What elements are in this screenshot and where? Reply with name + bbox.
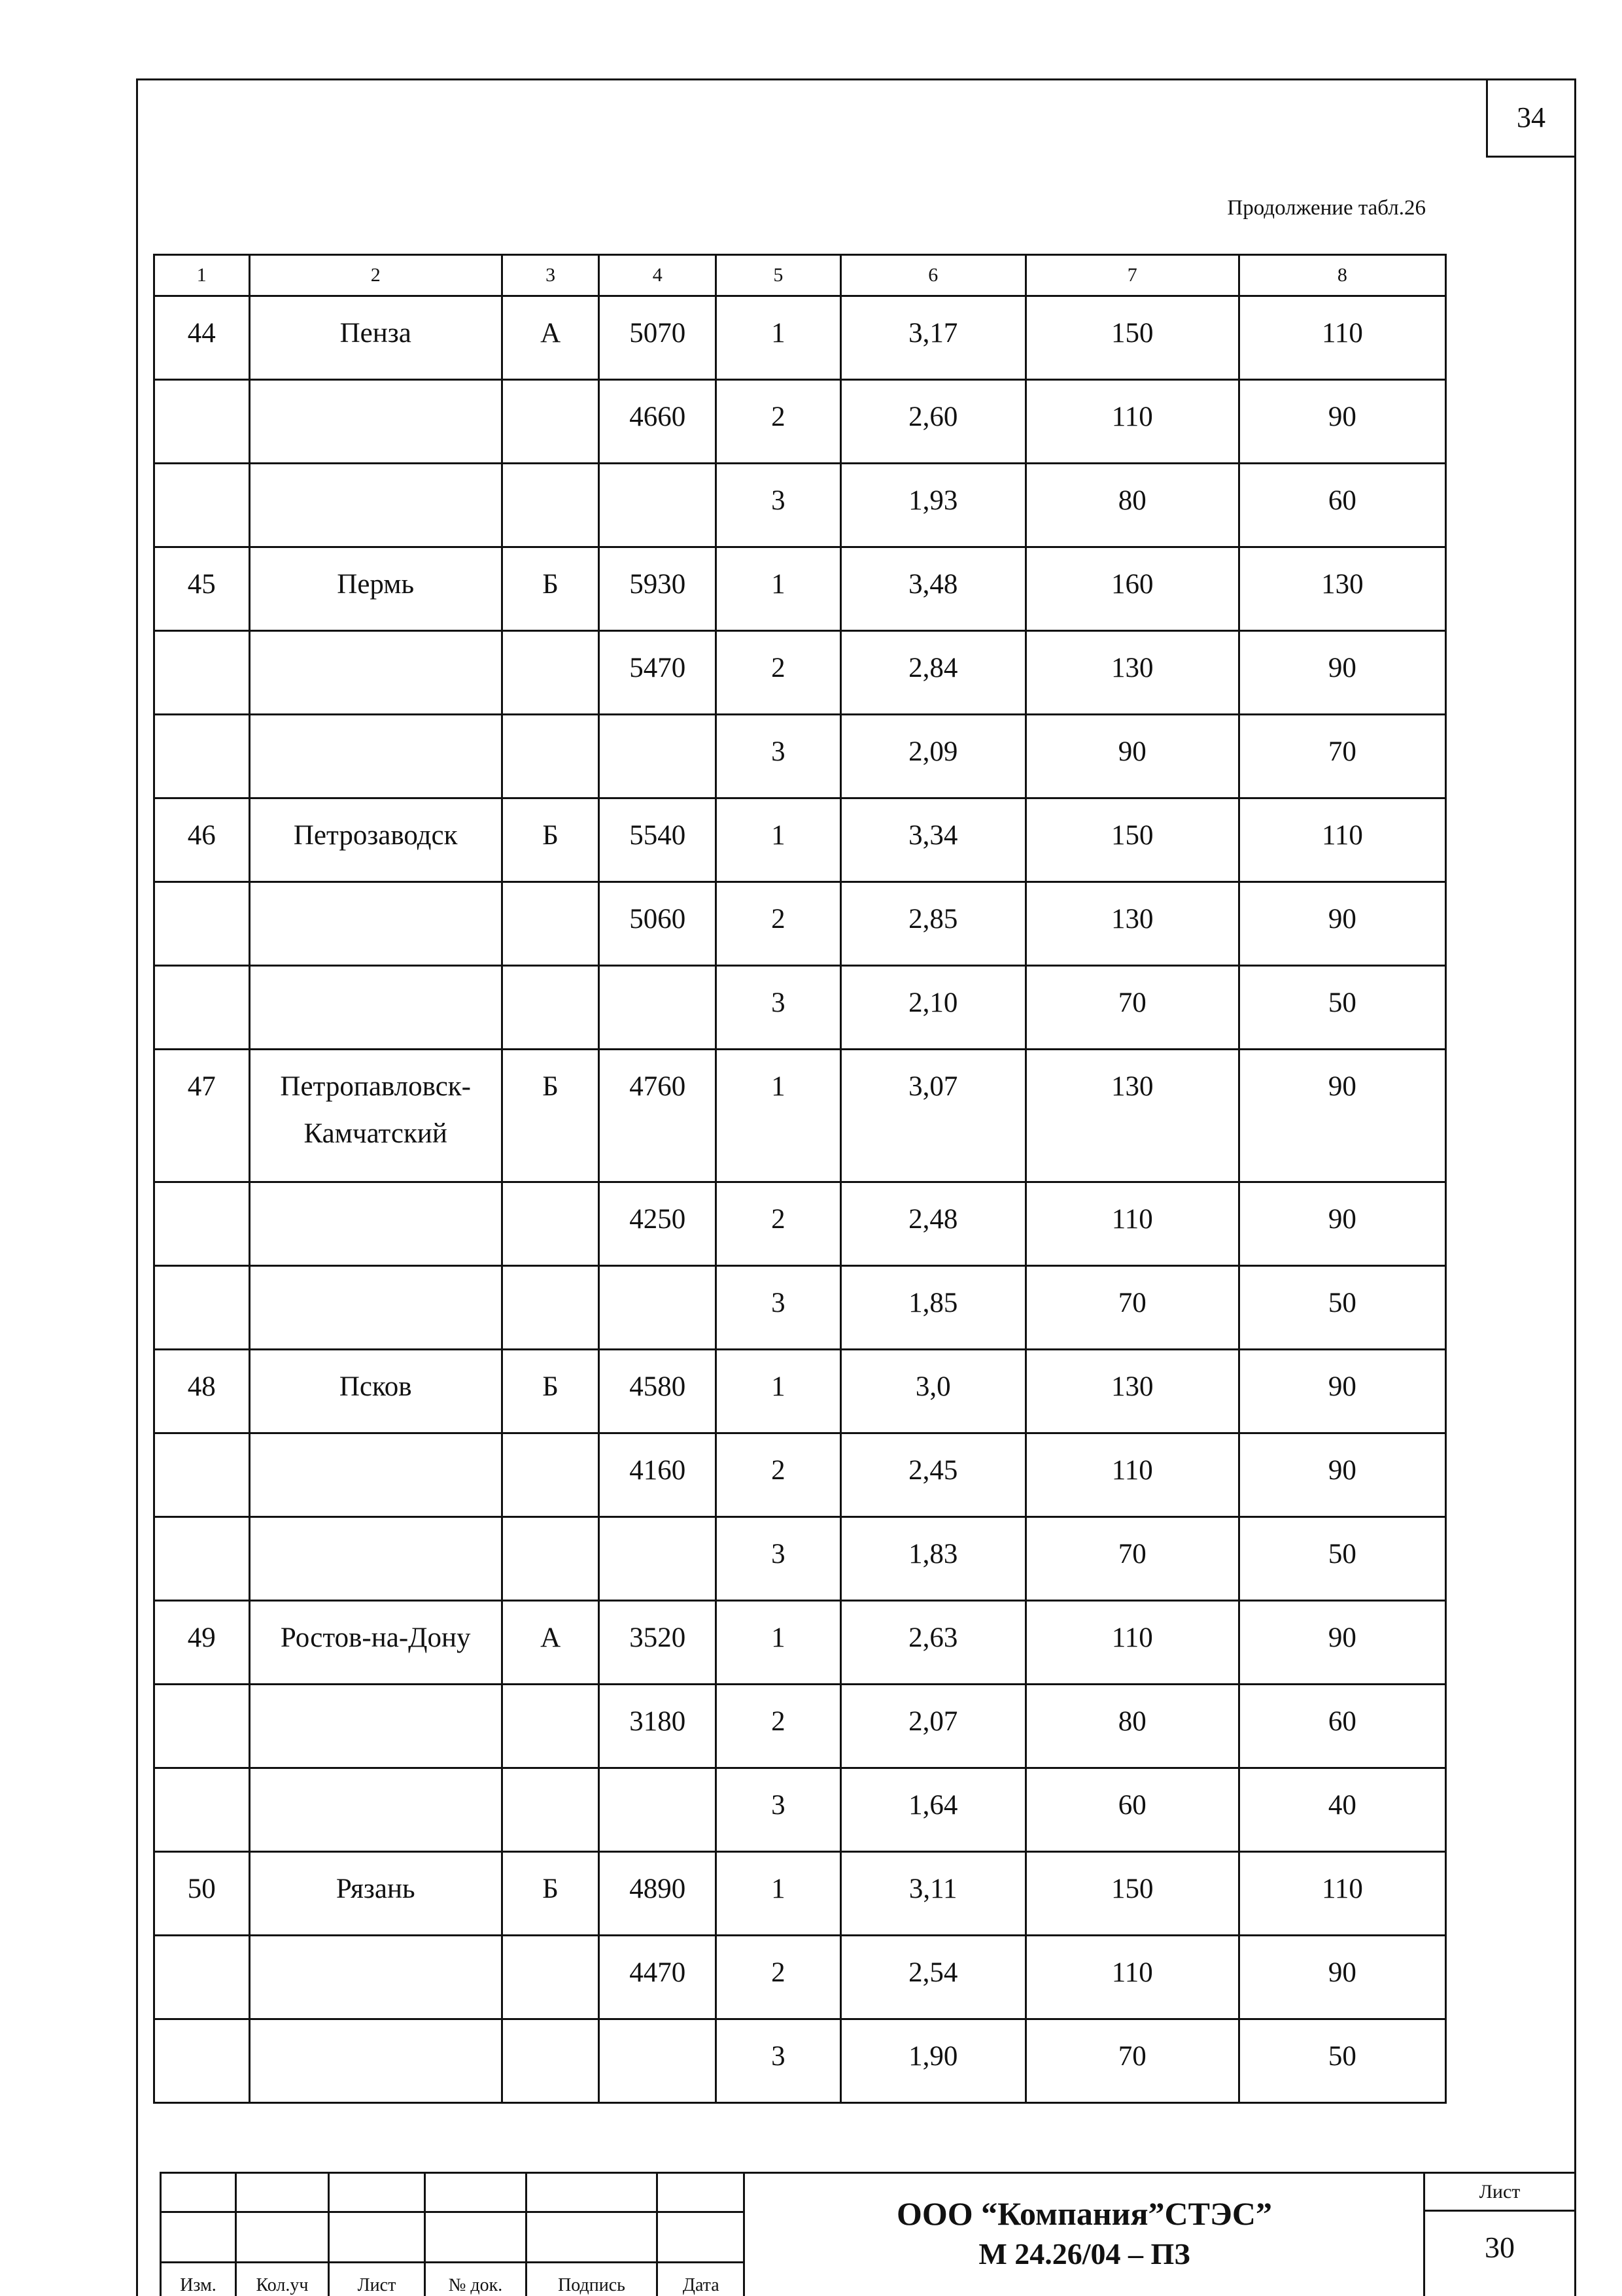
table-cell	[249, 1182, 502, 1266]
table-cell: 160	[1026, 547, 1239, 631]
table-cell: 5930	[599, 547, 716, 631]
table-cell: 3	[716, 715, 841, 798]
table-cell: 4250	[599, 1182, 716, 1266]
table-cell: 48	[154, 1350, 250, 1433]
table-cell: 2,48	[840, 1182, 1026, 1266]
table-cell	[249, 1685, 502, 1768]
table-cell	[502, 966, 599, 1050]
table-cell	[154, 715, 250, 798]
table-cell: 1,90	[840, 2019, 1026, 2103]
table-cell	[249, 1517, 502, 1601]
table-header-row	[154, 255, 1446, 296]
table-cell	[502, 1266, 599, 1350]
table-cell: 5470	[599, 631, 716, 715]
table-cell	[154, 966, 250, 1050]
table-cell: 130	[1026, 1350, 1239, 1433]
table-cell: 2,63	[840, 1601, 1026, 1685]
table-cell: 3,17	[840, 296, 1026, 380]
table-cell: 1,85	[840, 1266, 1026, 1350]
table-cell: 50	[1239, 1266, 1445, 1350]
page-number: 34	[1517, 101, 1545, 134]
table-cell: 3,11	[840, 1852, 1026, 1936]
table-row	[154, 966, 1446, 1050]
table-cell: 4470	[599, 1936, 716, 2019]
table-cell: 5070	[599, 296, 716, 380]
table-cell: 130	[1239, 547, 1445, 631]
table-cell: 70	[1026, 1517, 1239, 1601]
table-cell: 90	[1239, 380, 1445, 464]
table-cell: 3	[716, 1517, 841, 1601]
table-cell: 1	[716, 1852, 841, 1936]
table-cell: 46	[154, 798, 250, 882]
table-cell	[249, 1936, 502, 2019]
col-label-izm: Изм.	[161, 2263, 236, 2296]
column-number-header: 8	[1239, 255, 1445, 296]
table-cell	[502, 1768, 599, 1852]
table-cell: 3	[716, 1768, 841, 1852]
table-cell: 90	[1239, 1350, 1445, 1433]
table-cell: 3	[716, 1266, 841, 1350]
table-cell: 110	[1026, 1936, 1239, 2019]
table-cell: 2	[716, 1936, 841, 2019]
table-cell: 1	[716, 1601, 841, 1685]
table-cell: 3,07	[840, 1050, 1026, 1182]
table-cell	[154, 1517, 250, 1601]
table-row	[154, 798, 1446, 882]
table-cell: 90	[1239, 1936, 1445, 2019]
table-cell: 2	[716, 1182, 841, 1266]
data-table	[153, 254, 1447, 2104]
table-cell	[154, 1768, 250, 1852]
table-cell	[154, 882, 250, 966]
col-label-kol-uch: Кол.уч	[236, 2263, 329, 2296]
table-cell: 90	[1239, 1601, 1445, 1685]
table-cell: 2	[716, 380, 841, 464]
table-cell: 1	[716, 798, 841, 882]
table-cell: 4660	[599, 380, 716, 464]
table-cell: А	[502, 296, 599, 380]
table-cell: 5060	[599, 882, 716, 966]
table-cell: 40	[1239, 1768, 1445, 1852]
table-row	[154, 631, 1446, 715]
table-row	[154, 547, 1446, 631]
table-cell: 2,10	[840, 966, 1026, 1050]
table-cell: 1,93	[840, 464, 1026, 547]
table-cell: 90	[1239, 1182, 1445, 1266]
table-cell: 50	[1239, 966, 1445, 1050]
table-cell: 2,54	[840, 1936, 1026, 2019]
table-cell	[502, 1182, 599, 1266]
table-cell: 3	[716, 966, 841, 1050]
table-cell: 110	[1239, 296, 1445, 380]
table-cell	[249, 2019, 502, 2103]
table-cell: 90	[1239, 631, 1445, 715]
table-cell: 4760	[599, 1050, 716, 1182]
table-row	[154, 882, 1446, 966]
table-cell: 130	[1026, 882, 1239, 966]
table-row	[154, 380, 1446, 464]
table-cell	[154, 1685, 250, 1768]
table-cell: Пермь	[249, 547, 502, 631]
table-cell	[599, 715, 716, 798]
table-cell: 2,07	[840, 1685, 1026, 1768]
table-cell: 1	[716, 296, 841, 380]
table-cell: 3	[716, 464, 841, 547]
table-cell: Б	[502, 1050, 599, 1182]
table-cell	[249, 464, 502, 547]
table-cell: 50	[1239, 1517, 1445, 1601]
table-row	[154, 464, 1446, 547]
table-cell: 80	[1026, 464, 1239, 547]
column-number-header: 2	[249, 255, 502, 296]
table-cell: 110	[1026, 380, 1239, 464]
column-number-header: 6	[840, 255, 1026, 296]
table-cell: 2	[716, 631, 841, 715]
table-cell	[502, 715, 599, 798]
col-label-list: Лист	[329, 2263, 425, 2296]
table-cell: 45	[154, 547, 250, 631]
table-cell	[154, 464, 250, 547]
table-cell	[502, 380, 599, 464]
table-cell: 110	[1239, 798, 1445, 882]
table-cell: Рязань	[249, 1852, 502, 1936]
table-cell	[154, 380, 250, 464]
column-number-header: 1	[154, 255, 250, 296]
table-cell: Б	[502, 1350, 599, 1433]
table-cell: 90	[1239, 1433, 1445, 1517]
table-row	[154, 1601, 1446, 1685]
table-row	[154, 1685, 1446, 1768]
table-row	[154, 1350, 1446, 1433]
table-cell: 50	[1239, 2019, 1445, 2103]
revision-grid	[160, 2172, 743, 2294]
table-cell	[249, 1768, 502, 1852]
table-cell	[502, 1517, 599, 1601]
table-cell: 110	[1026, 1601, 1239, 1685]
table-cell: 3180	[599, 1685, 716, 1768]
table-cell	[502, 1936, 599, 2019]
table-row	[154, 296, 1446, 380]
table-cell: 44	[154, 296, 250, 380]
table-cell: Б	[502, 1852, 599, 1936]
table-row	[154, 1936, 1446, 2019]
table-cell: 70	[1026, 2019, 1239, 2103]
table-cell	[502, 882, 599, 966]
table-cell	[502, 2019, 599, 2103]
table-cell	[154, 1433, 250, 1517]
table-row	[154, 1266, 1446, 1350]
table-cell: 2,85	[840, 882, 1026, 966]
company-name: ООО “Компания”СТЭС”	[745, 2195, 1424, 2233]
sheet-label: Лист	[1425, 2174, 1574, 2212]
table-cell: 70	[1026, 1266, 1239, 1350]
table-cell: 60	[1239, 464, 1445, 547]
table-cell: 2,45	[840, 1433, 1026, 1517]
table-cell	[154, 1266, 250, 1350]
table-cell: 90	[1239, 882, 1445, 966]
table-cell: 3,48	[840, 547, 1026, 631]
table-cell: 4580	[599, 1350, 716, 1433]
page-number-box	[1486, 78, 1574, 158]
table-cell: 110	[1026, 1182, 1239, 1266]
title-block	[160, 2172, 1572, 2294]
table-cell: Б	[502, 547, 599, 631]
table-cell: 49	[154, 1601, 250, 1685]
table-cell: 110	[1026, 1433, 1239, 1517]
table-cell: 3,0	[840, 1350, 1026, 1433]
table-cell: 4160	[599, 1433, 716, 1517]
table-cell	[249, 380, 502, 464]
table-cell	[249, 1266, 502, 1350]
table-row	[154, 1768, 1446, 1852]
table-cell	[599, 464, 716, 547]
table-cell: Петрозаводск	[249, 798, 502, 882]
table-cell	[154, 631, 250, 715]
table-cell: 80	[1026, 1685, 1239, 1768]
table-cell: 60	[1026, 1768, 1239, 1852]
table-cell	[599, 1517, 716, 1601]
table-cell	[154, 1936, 250, 2019]
table-cell: А	[502, 1601, 599, 1685]
table-cell: 47	[154, 1050, 250, 1182]
table-cell	[154, 1182, 250, 1266]
table-cell	[249, 966, 502, 1050]
table-cell	[249, 1433, 502, 1517]
table-cell: 1	[716, 547, 841, 631]
table-cell: 90	[1239, 1050, 1445, 1182]
table-cell: 150	[1026, 296, 1239, 380]
table-cell: Псков	[249, 1350, 502, 1433]
table-cell: 130	[1026, 1050, 1239, 1182]
table-row	[154, 1182, 1446, 1266]
table-cell	[249, 631, 502, 715]
table-cell	[249, 715, 502, 798]
table-row	[154, 1050, 1446, 1182]
table-cell: 110	[1239, 1852, 1445, 1936]
table-cell: 1,83	[840, 1517, 1026, 1601]
table-row	[154, 1852, 1446, 1936]
table-cell	[502, 631, 599, 715]
table-cell	[502, 1433, 599, 1517]
table-cell: 2,09	[840, 715, 1026, 798]
col-label-doc-no: № док.	[425, 2263, 526, 2296]
table-cell	[599, 2019, 716, 2103]
table-cell: 4890	[599, 1852, 716, 1936]
table-row	[154, 1433, 1446, 1517]
table-cell: 50	[154, 1852, 250, 1936]
table-cell: 2,84	[840, 631, 1026, 715]
table-cell: 3,34	[840, 798, 1026, 882]
table-cell: 3520	[599, 1601, 716, 1685]
table-cell: 2	[716, 1433, 841, 1517]
table-cell: 60	[1239, 1685, 1445, 1768]
table-cell	[599, 1768, 716, 1852]
column-number-header: 3	[502, 255, 599, 296]
table-row	[154, 715, 1446, 798]
table-cell	[599, 1266, 716, 1350]
table-cell: 1	[716, 1350, 841, 1433]
table-cell: 2	[716, 882, 841, 966]
table-cell: Б	[502, 798, 599, 882]
table-cell: Пенза	[249, 296, 502, 380]
table-cell: Ростов-на-Дону	[249, 1601, 502, 1685]
table-cell: 3	[716, 2019, 841, 2103]
document-code: М 24.26/04 – ПЗ	[745, 2236, 1424, 2271]
table-cell: 5540	[599, 798, 716, 882]
col-label-date: Дата	[657, 2263, 744, 2296]
column-number-header: 7	[1026, 255, 1239, 296]
table-cell: 2	[716, 1685, 841, 1768]
table-row	[154, 2019, 1446, 2103]
table-cell: 1,64	[840, 1768, 1026, 1852]
table-cell: Петропавловск-Камчатский	[249, 1050, 502, 1182]
table-cell: 130	[1026, 631, 1239, 715]
table-cell	[154, 2019, 250, 2103]
table-cell: 150	[1026, 798, 1239, 882]
column-number-header: 5	[716, 255, 841, 296]
table-cell	[249, 882, 502, 966]
col-label-signature: Подпись	[526, 2263, 657, 2296]
table-cell: 150	[1026, 1852, 1239, 1936]
table-cell: 2,60	[840, 380, 1026, 464]
table-cell: 90	[1026, 715, 1239, 798]
table-cell	[502, 464, 599, 547]
table-row	[154, 1517, 1446, 1601]
table-cell: 70	[1239, 715, 1445, 798]
table-continuation-label: Продолжение табл.26	[1112, 196, 1426, 220]
sheet-number: 30	[1425, 2212, 1574, 2284]
table-cell	[599, 966, 716, 1050]
table-cell	[502, 1685, 599, 1768]
table-cell: 1	[716, 1050, 841, 1182]
table-cell: 70	[1026, 966, 1239, 1050]
column-number-header: 4	[599, 255, 716, 296]
sheet-cell	[1423, 2172, 1574, 2296]
